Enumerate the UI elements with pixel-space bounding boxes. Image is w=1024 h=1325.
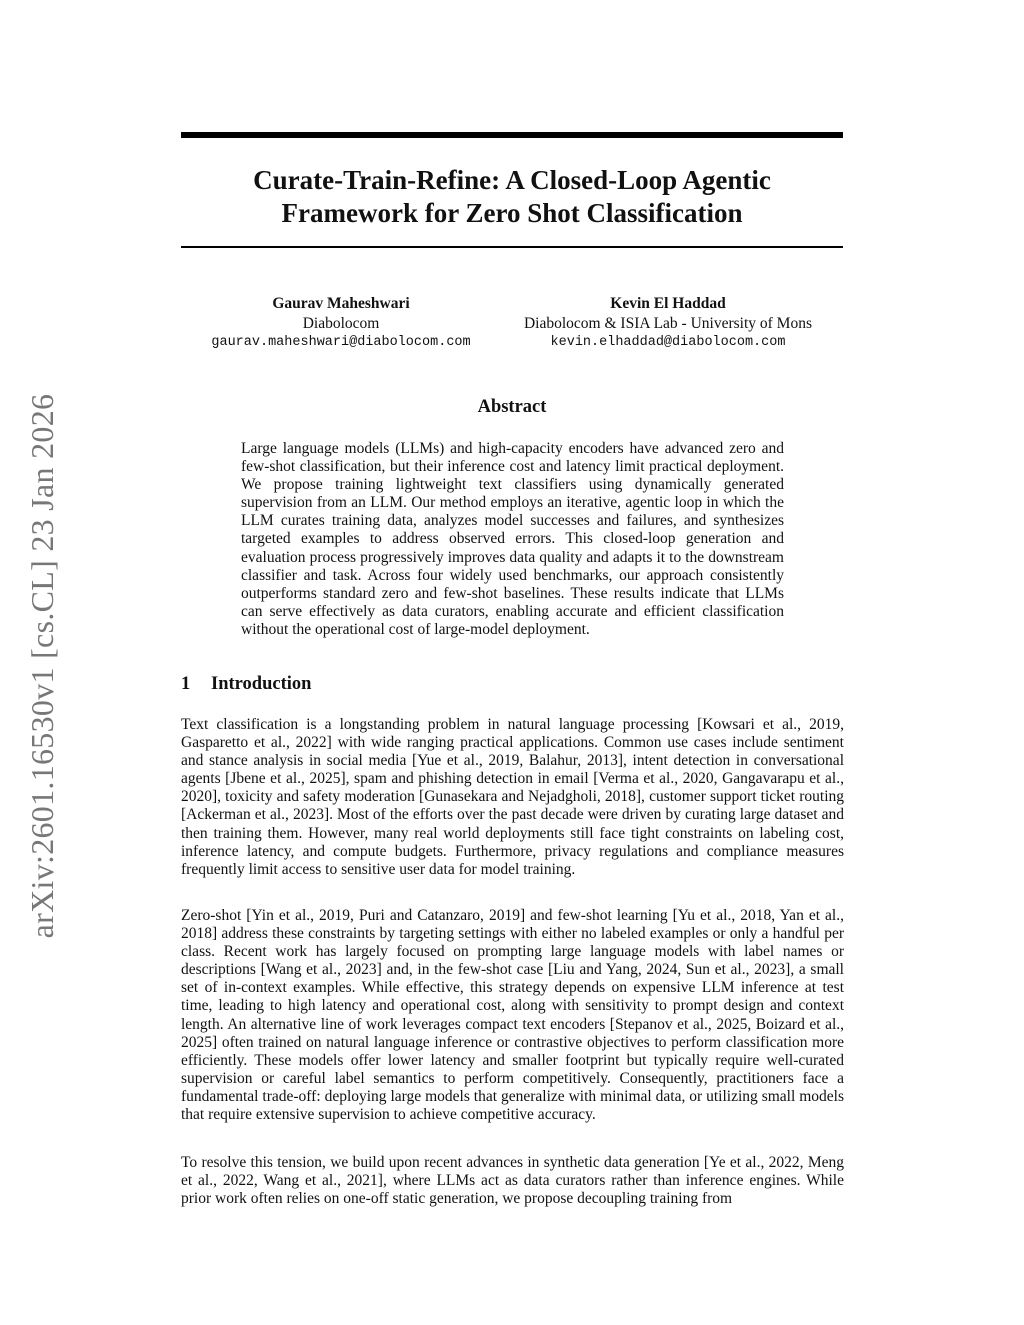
section-title: Introduction [211,674,312,694]
section-heading-introduction [181,674,311,695]
abstract-heading: Abstract [477,397,547,417]
author-name: Kevin El Haddad [610,295,726,312]
title-bottom-rule [181,246,843,248]
paper-title-line-1: Curate-Train-Refine: A Closed-Loop Agentic [253,165,771,195]
author-block-2 [503,294,833,353]
section-number: 1 [181,674,191,694]
author-block-1 [190,294,492,353]
intro-paragraph-3: To resolve this tension, we build upon recent advances in synthetic data generation [Ye et al., 2022, Meng et al., 2022, Wang et al., 2021], where LLMs act as data curators rather than inference engines. While prior work often relies on one-off static generation, we propose decoupling training from [181,1154,844,1208]
author-affiliation: Diabolocom & ISIA Lab - University of Mons [523,314,812,332]
author-affiliation: Diabolocom [302,314,380,332]
abstract-text: Large language models (LLMs) and high-capacity encoders have advanced zero and few-shot classification, but their inference cost and latency limit practical deployment. We propose training lightweight text classifiers using dynamically generated supervision from an LLM. Our method employs an iterative, agentic loop in which the LLM curates training data, analyzes model successes and failures, and synthesizes targeted examples to address observed errors. This closed-loop generation and evaluation process progressively improves data quality and adapts it to the downstream classifier and task. Across four widely used benchmarks, our approach consistently outperforms standard zero and few-shot baselines. These results indicate that LLMs can serve effectively as data curators, enabling accurate and efficient classification without the operational cost of large-model deployment. [241,440,784,638]
intro-paragraph-2: Zero-shot [Yin et al., 2019, Puri and Catanzaro, 2019] and few-shot learning [Yu et al., 2018, Yan et al., 2018] address these constraints by targeting settings with either no labeled examples or only a handful per class. Recent work has largely focused on prompting large language models with label names or descriptions [Wang et al., 2023] and, in the few-shot case [Liu and Yang, 2024, Sun et al., 2023], a small set of in-context examples. While effective, this strategy depends on expensive LLM inference at test time, leading to high latency and operational cost, along with sensitivity to prompt design and context length. An alternative line of work leverages compact text encoders [Stepanov et al., 2025, Boizard et al., 2025] often trained on natural language inference or contrastive objectives to perform classification more efficiently. These models offer lower latency and smaller footprint but typically require well-curated supervision or careful label semantics to perform competitively. Consequently, practitioners face a fundamental trade-off: deploying large models that generalize with minimal data, or utilizing small models that require extensive supervision to achieve competitive accuracy. [181,907,844,1124]
intro-paragraph-1: Text classification is a longstanding problem in natural language processing [Kowsari et al., 2019, Gasparetto et al., 2022] with wide ranging practical applications. Common use cases include sentiment and stance analysis in social media [Yue et al., 2019, Balahur, 2013], intent detection in conversational agents [Jbene et al., 2025], spam and phishing detection in email [Verma et al., 2020, Gangavarapu et al., 2020], toxicity and safety moderation [Gunasekara and Nejadgholi, 2018], customer support ticket routing [Ackerman et al., 2023]. Most of the efforts over the past decade were driven by curating large dataset and then training them. However, many real world deployments still face tight constraints on labeling cost, inference latency, and compute budgets. Furthermore, privacy regulations and compliance measures frequently limit access to sensitive user data for model training. [181,716,844,878]
paper-title [181,164,843,230]
author-email: gaurav.maheshwari@diabolocom.com [211,335,471,350]
paper-title-line-2: Framework for Zero Shot Classification [281,198,743,228]
author-email: kevin.elhaddad@diabolocom.com [550,335,786,350]
author-name: Gaurav Maheshwari [272,295,410,312]
arxiv-identifier-stamp: arXiv:2601.16530v1 [cs.CL] 23 Jan 2026 [24,393,60,939]
title-top-rule [181,132,843,138]
